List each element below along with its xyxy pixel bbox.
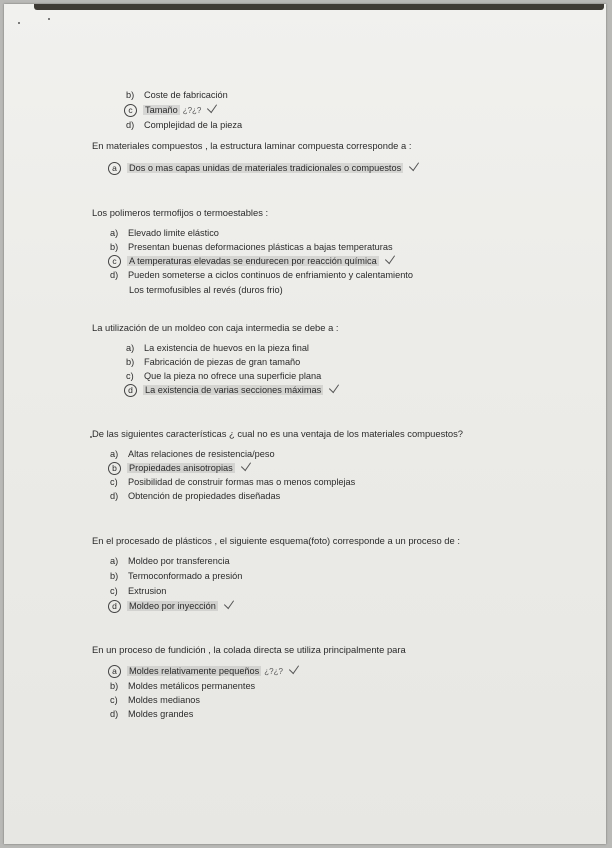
checkmark-icon [289, 662, 299, 674]
q2-option-a: a) Elevado limite elástico [110, 228, 219, 238]
question-4: De las siguientes características ¿ cual no es una ventaja de los materiales compuestos? [92, 428, 464, 439]
checkmark-icon [329, 381, 339, 393]
q0-option-b: b) Coste de fabricación [126, 90, 228, 100]
speck [18, 22, 20, 24]
question-5: En el procesado de plásticos , el siguiente esquema(foto) corresponde a un proceso de : [92, 535, 460, 546]
checkmark-icon [207, 101, 217, 113]
q2-option-c: c A temperaturas elevadas se endurecen por reacción química [110, 255, 395, 268]
checkmark-icon [224, 597, 234, 609]
q5-option-d: d Moldeo por inyección [110, 600, 234, 613]
speck [48, 18, 50, 20]
selection-circle: c [108, 255, 121, 268]
q0-option-c: c Tamaño ¿?¿? [126, 104, 217, 117]
question-1: En materiales compuestos , la estructura laminar compuesta corresponde a : [92, 140, 412, 151]
q5-option-a: a) Moldeo por transferencia [110, 556, 230, 566]
selection-circle: a [108, 665, 121, 678]
selection-circle: d [108, 600, 121, 613]
q4-option-d: d) Obtención de propiedades diseñadas [110, 491, 281, 501]
question-3: La utilización de un moldeo con caja intermedia se debe a : [92, 322, 339, 333]
q1-option-a: a Dos o mas capas unidas de materiales tradicionales o compuestos [110, 162, 419, 175]
selection-circle: d [124, 384, 137, 397]
handwritten-note: Los termofusibles al revés (duros frio) [129, 285, 283, 295]
q3-option-b: b) Fabricación de piezas de gran tamaño [126, 357, 301, 367]
exam-page [4, 4, 606, 844]
q2-option-d: d) Pueden someterse a ciclos continuos de enfriamiento y calentamiento [110, 270, 413, 280]
selection-circle: b [108, 462, 121, 475]
q3-option-d: d La existencia de varias secciones máximas [126, 384, 339, 397]
q4-option-c: c) Posibilidad de construir formas mas o menos complejas [110, 477, 356, 487]
q0-option-d: d) Complejidad de la pieza [126, 120, 243, 130]
question-2: Los polimeros termofijos o termoestables : [92, 207, 269, 218]
q5-option-b: b) Termoconformado a presión [110, 571, 243, 581]
q4-option-a: a) Altas relaciones de resistencia/peso [110, 449, 275, 459]
selection-circle: a [108, 162, 121, 175]
q6-option-c: c) Moldes medianos [110, 695, 201, 705]
q4-option-b: b Propiedades anisotropias [110, 462, 251, 475]
question-6: En un proceso de fundición , la colada directa se utiliza principalmente para [92, 644, 406, 655]
q6-option-d: d) Moldes grandes [110, 709, 194, 719]
q2-option-b: b) Presentan buenas deformaciones plásticas a bajas temperaturas [110, 242, 393, 252]
q3-option-c: c) Que la pieza no ofrece una superficie plana [126, 371, 322, 381]
selection-circle: c [124, 104, 137, 117]
q6-option-a: a Moldes relativamente pequeños ¿?¿? [110, 665, 299, 678]
q3-option-a: a) La existencia de huevos en la pieza final [126, 343, 309, 353]
scan-edge [34, 4, 604, 10]
checkmark-icon [409, 159, 419, 171]
q5-option-c: c) Extrusion [110, 586, 167, 596]
q6-option-b: b) Moldes metálicos permanentes [110, 681, 256, 691]
